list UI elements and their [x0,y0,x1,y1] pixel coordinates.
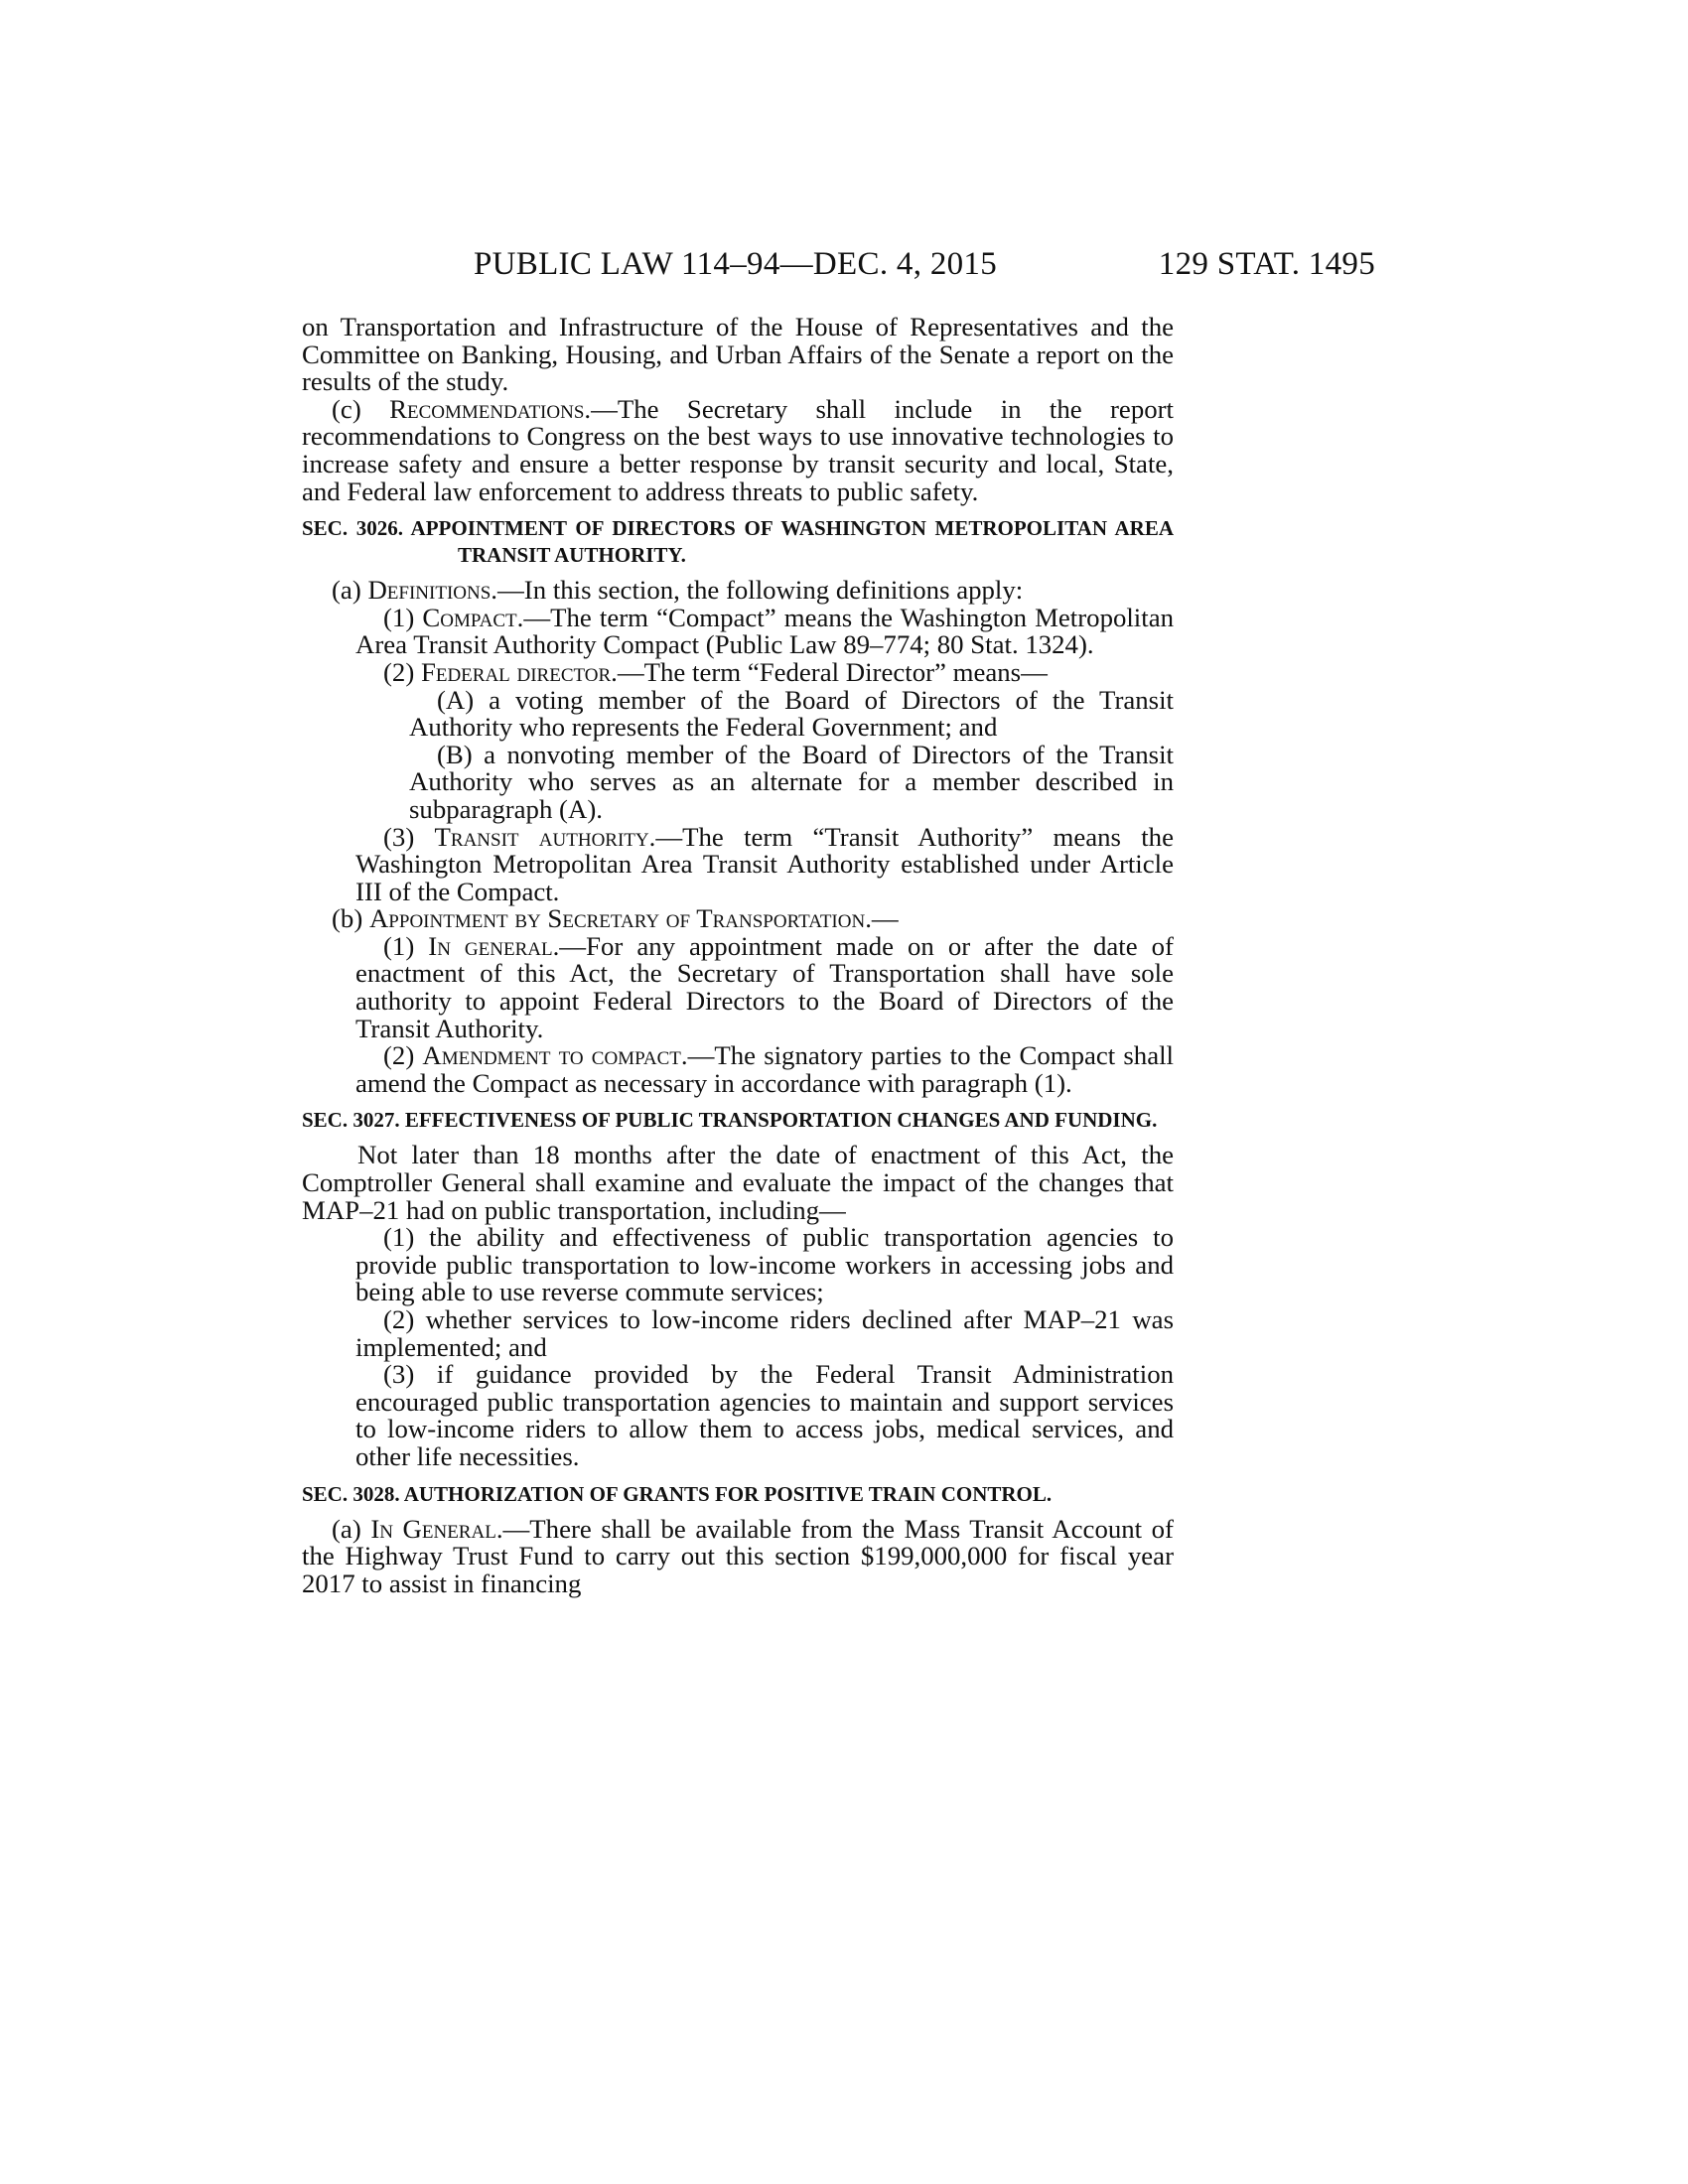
section-3027-intro: Not later than 18 months after the date of enactment of this Act, the Comptroller General shall examine and evaluate the impact of the changes that MAP–21 had on public transportation, including— [302,1140,1174,1225]
subsection-c: (c) Recommendations.—The Secretary shall include in the report recommendations to Congress on the best ways to use innovative technologies to increase safety and ensure a better response by transit security and local, State, and Federal law enforcement to address threats to public safety. [302,393,1174,506]
definition-compact: (1) Compact.—The term “Compact” means the Washington Metropolitan Area Transit Authority Compact (Public Law 89–774; 80 Stat. 1324). [355,602,1174,660]
continued-paragraph: on Transportation and Infrastructure of the House of Representatives and the Committee on Banking, Housing, and Urban Affairs of the Senate a report on the results of the study. [302,312,1174,397]
subparagraph-b: (B) a nonvoting member of the Board of Directors of the Transit Authority who serves as an alternate for a member described in subparagraph (A). [409,739,1174,824]
section-3027-heading: SEC. 3027. EFFECTIVENESS OF PUBLIC TRANSPORTATION CHANGES AND FUNDING. [302,1108,1158,1133]
section-3027-item-1: (1) the ability and effectiveness of public transportation agencies to provide public transportation to low-income workers in accessing jobs and being able to use reverse commute services; [355,1222,1174,1307]
section-3026-subsection-a: (a) Definitions.—In this section, the following definitions apply: [332,575,1024,606]
section-3027-item-2: (2) whether services to low-income riders declined after MAP–21 was implemented; and [355,1304,1174,1362]
statute-page-number: 129 STAT. 1495 [1158,246,1375,282]
definition-federal-director: (2) Federal director.—The term “Federal Director” means— [383,656,1048,687]
section-3027-item-3: (3) if guidance provided by the Federal Transit Administration encouraged public transportation agencies to maintain and support services to low-income riders to allow them to access jobs, medical services, and other life necessities. [355,1359,1174,1471]
section-3028-subsection-a: (a) In General.—There shall be available from the Mass Transit Account of the Highway Trust Fund to carry out this section $199,000,000 for fiscal year 2017 to assist in financing [302,1513,1174,1598]
definition-transit-authority: (3) Transit authority.—The term “Transit Authority” means the Washington Metropolitan Area Transit Authority established under Article III of the Compact. [355,821,1174,906]
paragraph-amendment-to-compact: (2) Amendment to compact.—The signatory parties to the Compact shall amend the Compact as necessary in accordance with paragraph (1). [355,1040,1174,1098]
paragraph-in-general: (1) In general.—For any appointment made on or after the date of enactment of this Act, the Secretary of Transportation shall have sole authority to appoint Federal Directors to the Board of Directors of the Transit Authority. [355,930,1174,1043]
body-text [302,314,1174,1597]
subsection-heading: Recommendations [389,393,585,424]
section-3026-heading: SEC. 3026. APPOINTMENT OF DIRECTORS OF WASHINGTON METROPOLITAN AREA TRANSIT AUTHORITY. [302,516,1174,568]
running-header [298,246,1375,286]
section-3026-subsection-b: (b) Appointment by Secretary of Transportation.— [332,903,899,934]
header-title: PUBLIC LAW 114–94—DEC. 4, 2015 [474,246,998,282]
subparagraph-a: (A) a voting member of the Board of Directors of the Transit Authority who represents the Federal Government; and [409,684,1174,743]
section-3028-heading: SEC. 3028. AUTHORIZATION OF GRANTS FOR POSITIVE TRAIN CONTROL. [302,1481,1053,1506]
